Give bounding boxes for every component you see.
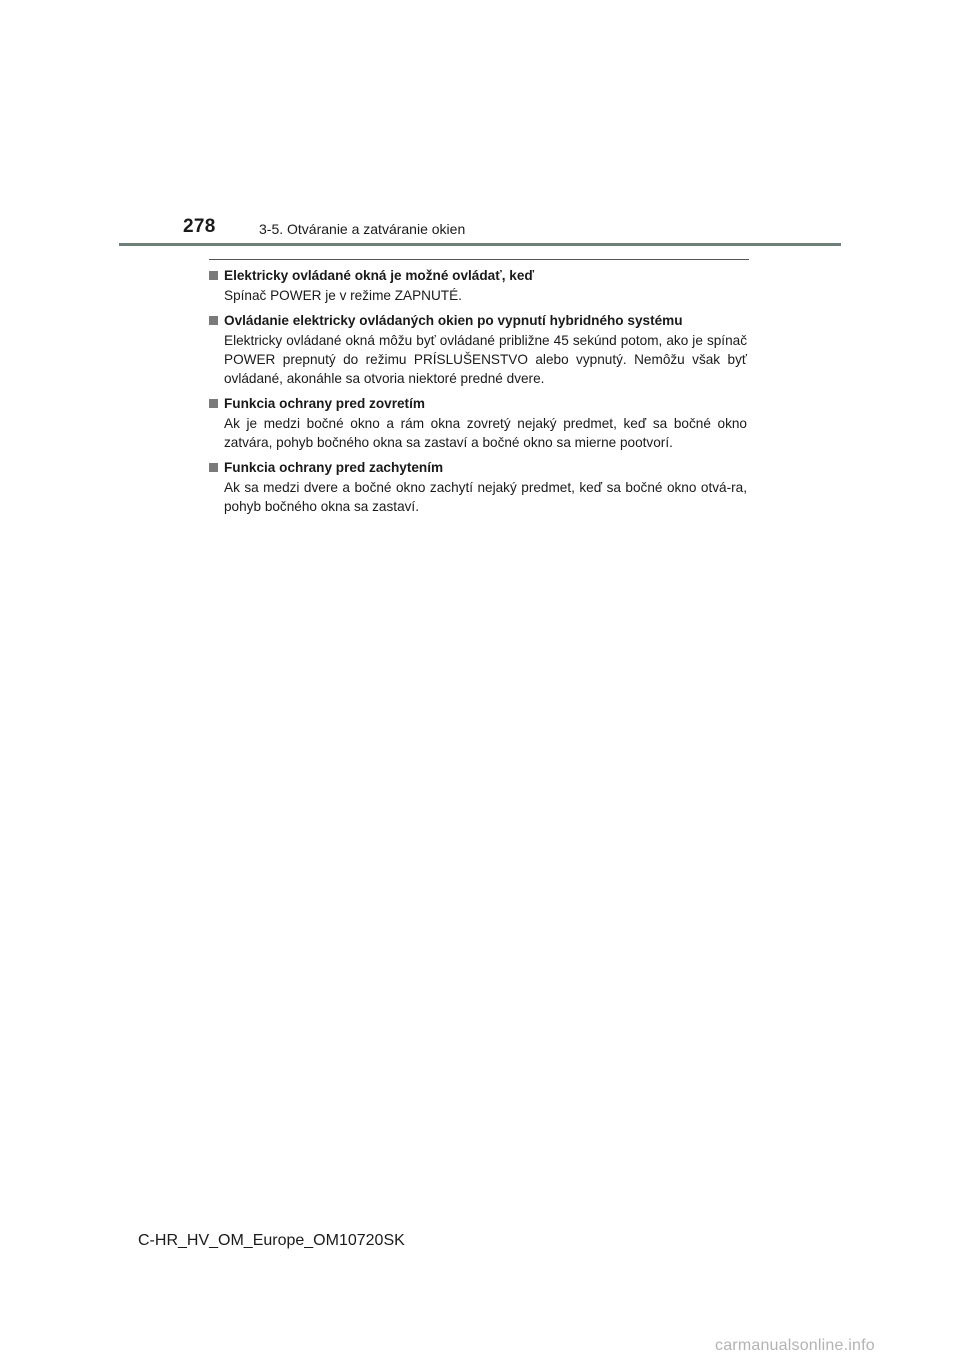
content — [209, 266, 747, 522]
section-jam-protection — [209, 394, 747, 452]
square-bullet-icon — [209, 271, 218, 280]
section-body: Ak je medzi bočné okno a rám okna zovretý nejaký predmet, keď sa bočné okno zatvára, pohyb bočného okna sa zastaví a bočné okno sa mierne pootvorí. — [224, 416, 747, 450]
section-catch-protection — [209, 458, 747, 516]
watermark: carmanualsonline.info — [715, 1337, 875, 1354]
section-heading — [209, 311, 747, 330]
section-heading-text: Ovládanie elektricky ovládaných okien po vypnutí hybridného systému — [224, 313, 683, 328]
section-heading-text: Funkcia ochrany pred zovretím — [224, 396, 425, 411]
content-divider — [209, 259, 749, 260]
square-bullet-icon — [209, 316, 218, 325]
section-heading — [209, 266, 747, 285]
section-power-switch — [209, 266, 747, 305]
document-code: C-HR_HV_OM_Europe_OM10720SK — [138, 1232, 405, 1249]
section-heading — [209, 458, 747, 477]
section-heading-text: Elektricky ovládané okná je možné ovládať, keď — [224, 268, 535, 283]
page-number: 278 — [183, 216, 216, 237]
section-title: 3-5. Otváranie a zatváranie okien — [259, 221, 466, 237]
section-body: Elektricky ovládané okná môžu byť ovládané približne 45 sekúnd potom, ako je spínač POWER prepnutý do režimu PRÍSLUŠENSTVO alebo vypnutý. Nemôžu však byť ovládané, akonáhle sa otvoria niektoré predné dvere. — [224, 333, 747, 386]
section-after-shutdown — [209, 311, 747, 388]
section-heading — [209, 394, 747, 413]
header-divider — [119, 243, 841, 246]
section-heading-text: Funkcia ochrany pred zachytením — [224, 460, 444, 475]
square-bullet-icon — [209, 463, 218, 472]
square-bullet-icon — [209, 399, 218, 408]
section-body: Ak sa medzi dvere a bočné okno zachytí nejaký predmet, keď sa bočné okno otvá-ra, pohyb bočného okna sa zastaví. — [224, 480, 747, 514]
section-body: Spínač POWER je v režime ZAPNUTÉ. — [224, 288, 462, 303]
